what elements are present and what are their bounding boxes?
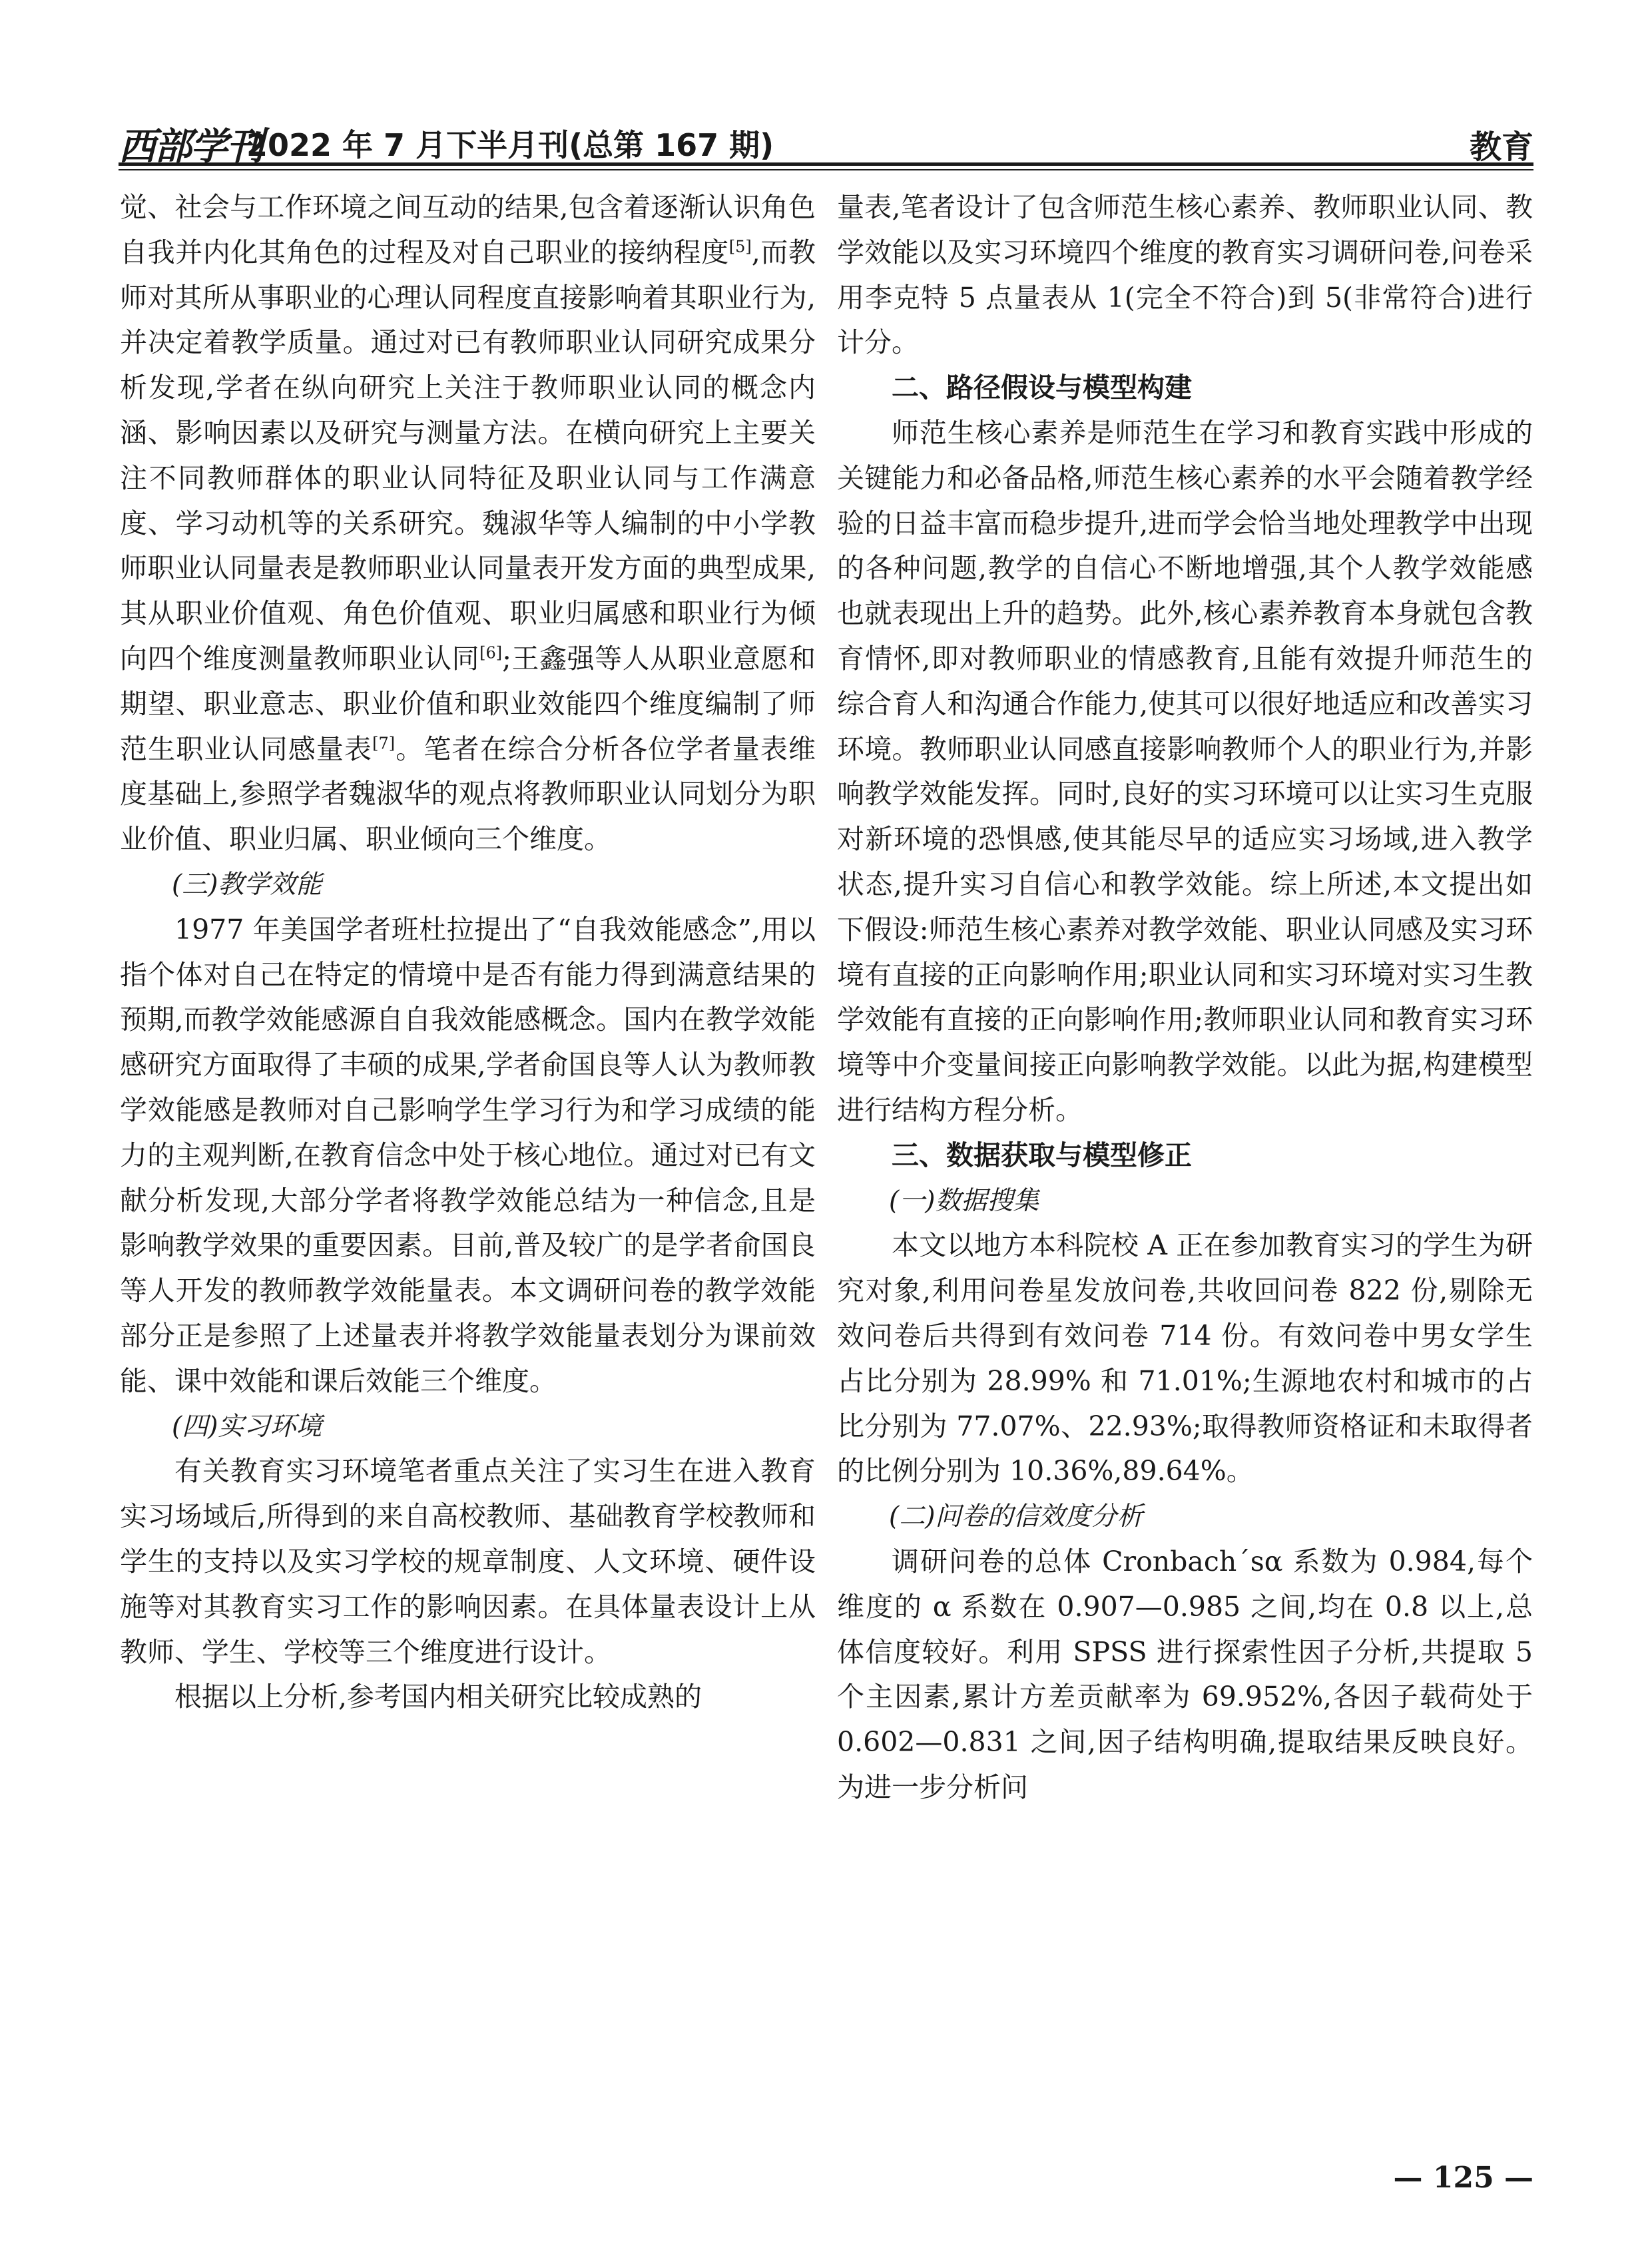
citation-6: [6] — [479, 643, 503, 663]
subsection-heading: (一)数据搜集 — [889, 1185, 1039, 1216]
journal-logo: 西部学刊 — [119, 125, 262, 168]
right-column — [837, 185, 1533, 1811]
paragraph: 觉、社会与工作环境之间互动的结果,包含着逐渐认识角色自我并内化其角色的过程及对自己职业的接纳程度[5],而教师对其所从事职业的心理认同程度直接影响着其职业行为,并决定着教学质量。通过对已有教师职业认同研究成果分析发现,学者在纵向研究上关注于教师职业认同的概念内涵、影响因素以及研究与测量方法。在横向研究上主要关注不同教师群体的职业认同特征及职业认同与工作满意度、学习动机等的关系研究。魏淑华等人编制的中小学教师职业认同量表是教师职业认同量表开发方面的典型成果,其从职业价值观、角色价值观、职业归属感和职业行为倾向四个维度测量教师职业认同[6];王鑫强等人从职业意愿和期望、职业意志、职业价值和职业效能四个维度编制了师范生职业认同感量表[7]。笔者在综合分析各位学者量表维度基础上,参照学者魏淑华的观点将教师职业认同划分为职业价值、职业归属、职业倾向三个维度。 — [120, 191, 816, 856]
paragraph: 1977 年美国学者班杜拉提出了“自我效能感念”,用以指个体对自己在特定的情境中是否有能力得到满意结果的预期,而教学效能感源自自我效能感概念。国内在教学效能感研究方面取得了丰硕的成果,学者俞国良等人认为教师教学效能感是教师对自己影响学生学习行为和学习成绩的能力的主观判断,在教育信念中处于核心地位。通过对已有文献分析发现,大部分学者将教学效能总结为一种信念,且是影响教学效果的重要因素。目前,普及较广的是学者俞国良等人开发的教师教学效能量表。本文调研问卷的教学效能部分正是参照了上述量表并将教学效能量表划分为课前效能、课中效能和课后效能三个维度。 — [120, 913, 816, 1397]
left-column — [120, 185, 816, 1720]
paragraph: 师范生核心素养是师范生在学习和教育实践中形成的关键能力和必备品格,师范生核心素养的水平会随着教学经验的日益丰富而稳步提升,进而学会恰当地处理教学中出现的各种问题,教学的自信心不断地增强,其个人教学效能感也就表现出上升的趋势。此外,核心素养教育本身就包含教育情怀,即对教师职业的情感教育,且能有效提升师范生的综合育人和沟通合作能力,使其可以很好地适应和改善实习环境。教师职业认同感直接影响教师个人的职业行为,并影响教学效能发挥。同时,良好的实习环境可以让实习生克服对新环境的恐惧感,使其能尽早的适应实习场域,进入教学状态,提升实习自信心和教学效能。综上所述,本文提出如下假设:师范生核心素养对教学效能、职业认同感及实习环境有直接的正向影响作用;职业认同和实习环境对实习生教学效能有直接的正向影响作用;教师职业认同和教育实习环境等中介变量间接正向影响教学效能。以此为据,构建模型进行结构方程分析。 — [837, 416, 1533, 1126]
citation-5: [5] — [728, 237, 752, 256]
paragraph: 有关教育实习环境笔者重点关注了实习生在进入教育实习场域后,所得到的来自高校教师、基础教育学校教师和学生的支持以及实习学校的规章制度、人文环境、硬件设施等对其教育实习工作的影响因素。在具体量表设计上从教师、学生、学校等三个维度进行设计。 — [120, 1455, 816, 1668]
section-heading: 二、路径假设与模型构建 — [892, 372, 1192, 404]
paragraph: 调研问卷的总体 Cronbach´sα 系数为 0.984,每个维度的 α 系数在 0.907—0.985 之间,均在 0.8 以上,总体信度较好。利用 SPSS 进行探索性因子分析,共提取 5 个主因素,累计方差贡献率为 69.952%,各因子载荷处于 0.602—0.831 之间,因子结构明确,提取结果反映良好。为进一步分析问 — [837, 1545, 1533, 1803]
issue-info: 2022 年 7 月下半月刊(总第 167 期) — [246, 127, 774, 163]
subsection-heading: (二)问卷的信效度分析 — [889, 1502, 1143, 1532]
paragraph: 根据以上分析,参考国内相关研究比较成熟的 — [174, 1681, 702, 1713]
citation-7: [7] — [372, 733, 396, 752]
subsection-heading: (四)实习环境 — [172, 1411, 322, 1442]
paragraph: 量表,笔者设计了包含师范生核心素养、教师职业认同、教学效能以及实习环境四个维度的教育实习调研问卷,问卷采用李克特 5 点量表从 1(完全不符合)到 5(非常符合)进行计分。 — [837, 191, 1533, 359]
header-rule-thick — [119, 162, 1533, 166]
page-number: — 125 — — [1393, 2161, 1533, 2195]
header-rule-thin — [119, 169, 1533, 170]
section-heading: 三、数据获取与模型修正 — [892, 1139, 1192, 1171]
paragraph: 本文以地方本科院校 A 正在参加教育实习的学生为研究对象,利用问卷星发放问卷,共收回问卷 822 份,剔除无效问卷后共得到有效问卷 714 份。有效问卷中男女学生占比分别为 28.99% 和 71.01%;生源地农村和城市的占比分别为 77.07%、22.93%;取得教师资格证和未取得者的比例分别为 10.36%,89.64%。 — [837, 1229, 1533, 1488]
subsection-heading: (三)教学效能 — [172, 869, 322, 900]
section-label: 教育 — [1469, 129, 1533, 166]
